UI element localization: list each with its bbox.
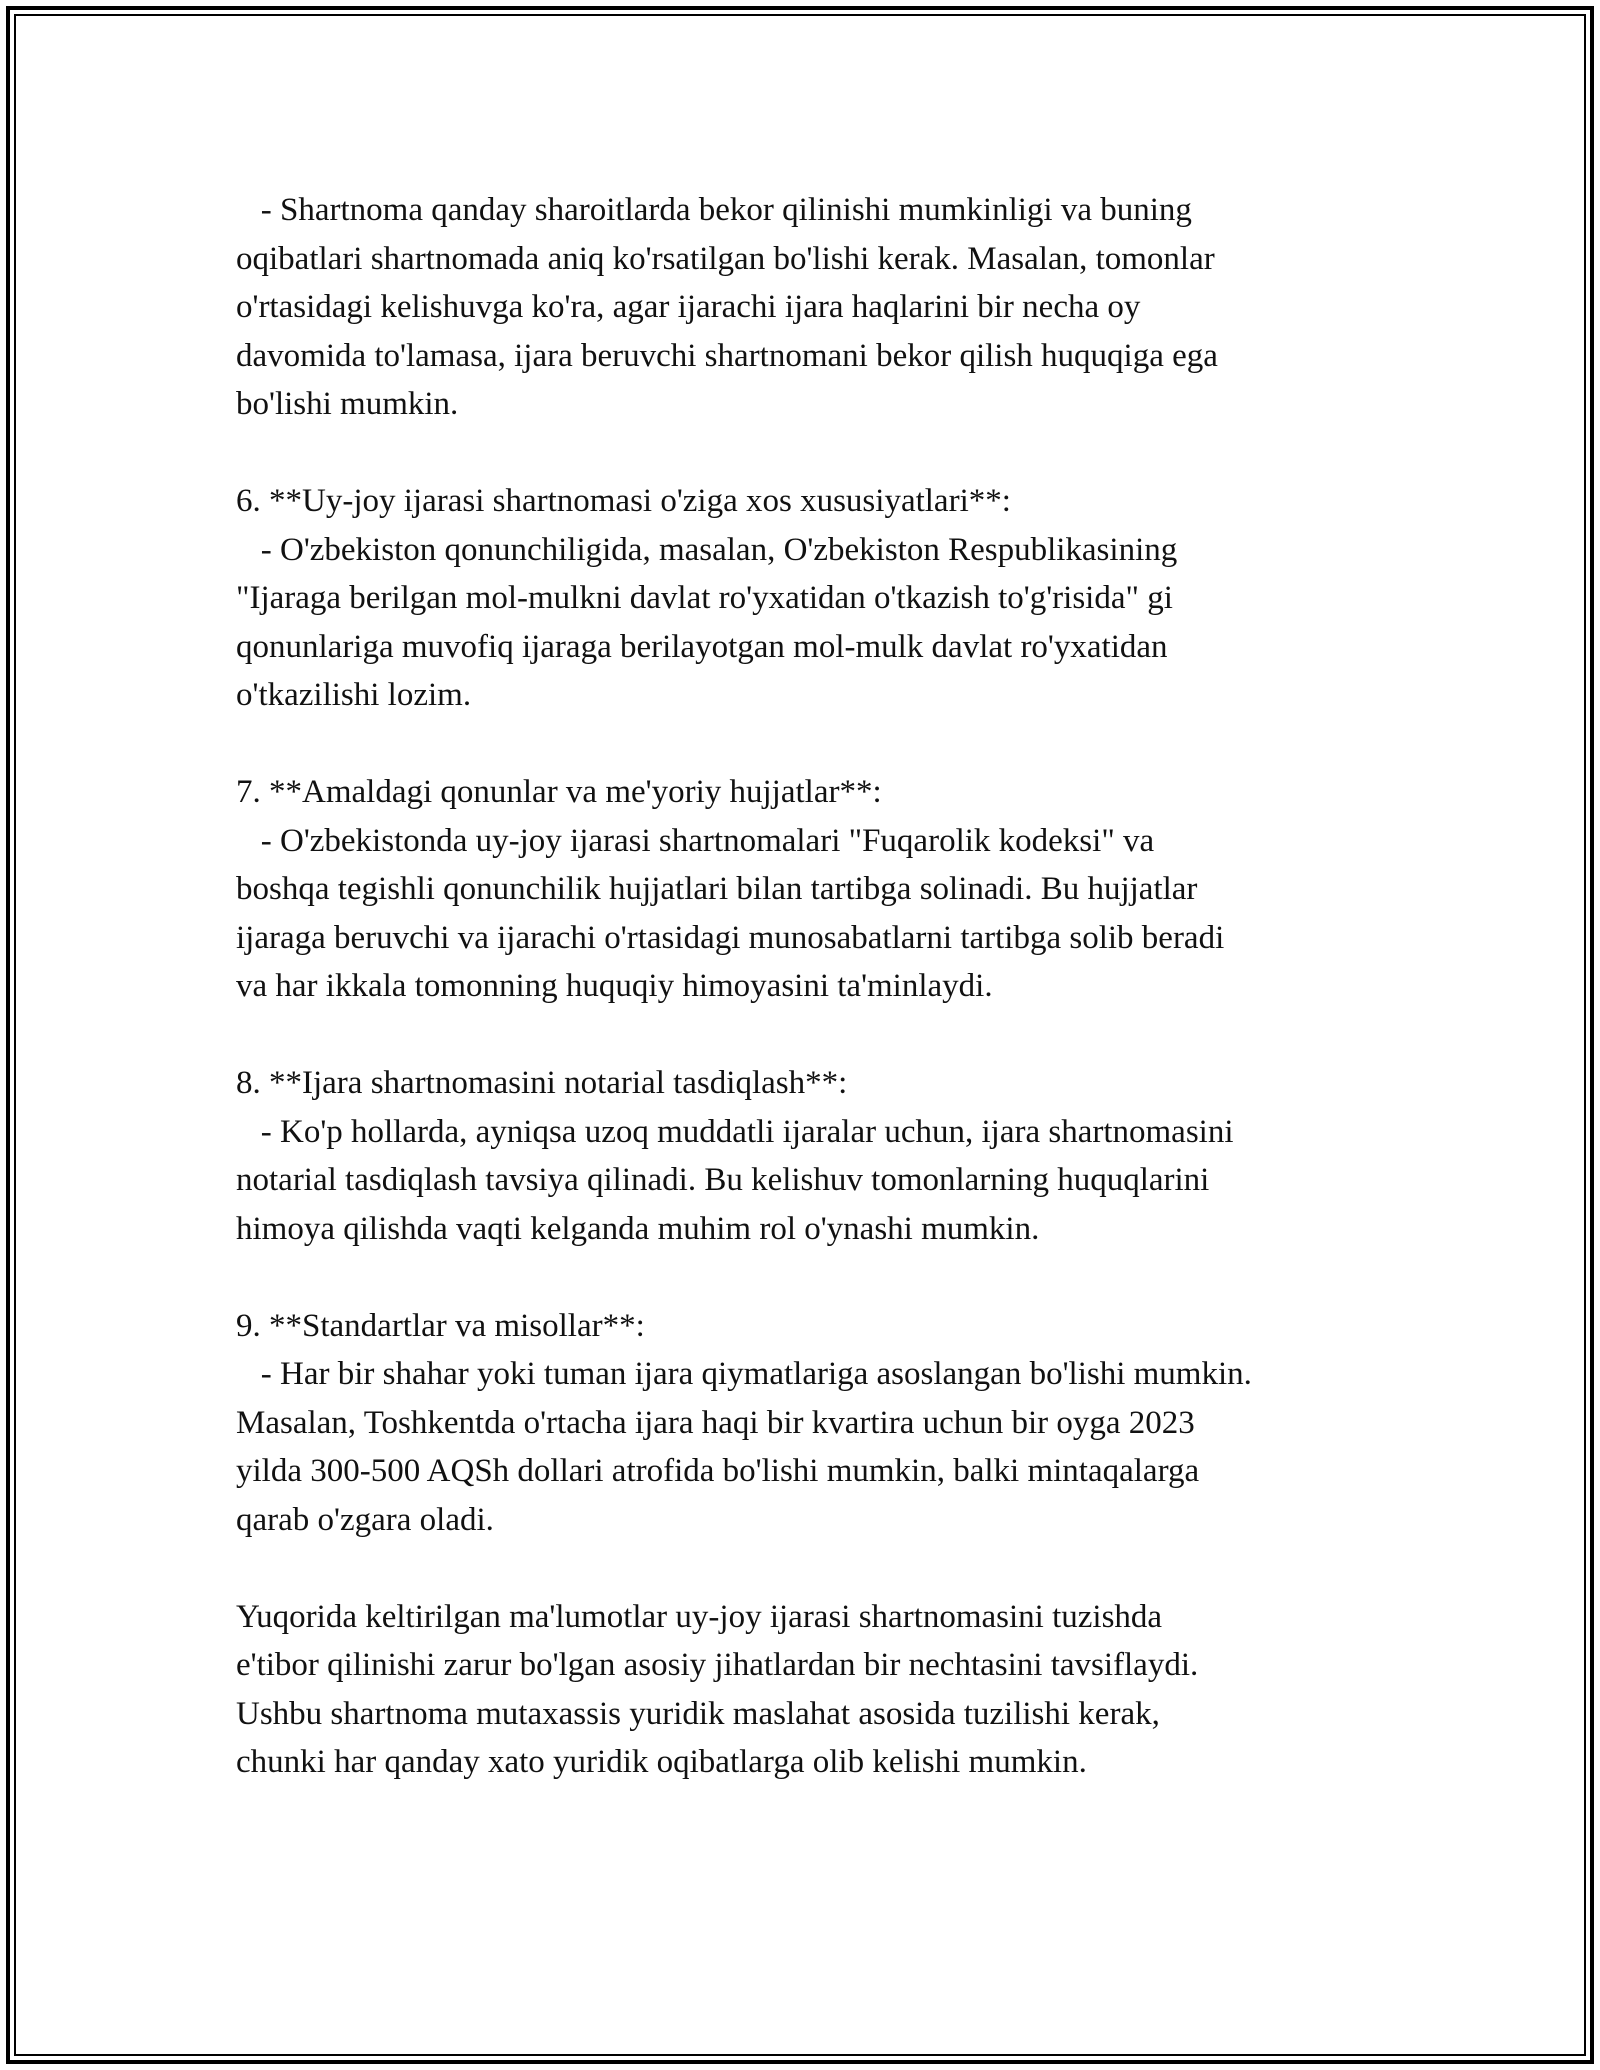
text-line: va har ikkala tomonning huquqiy himoyasini ta'minlaydi. (236, 968, 993, 1004)
text-line: Yuqorida keltirilgan ma'lumotlar uy-joy ijarasi shartnomasini tuzishda (236, 1598, 1163, 1635)
text-line: Ushbu shartnoma mutaxassis yuridik maslahat asosida tuzilishi kerak, (236, 1695, 1160, 1732)
document-body (236, 186, 1396, 1835)
section-8 (236, 1059, 1396, 1253)
text-line: - Har bir shahar yoki tuman ijara qiymatlariga asoslangan bo'lishi mumkin. (236, 1356, 1252, 1392)
text-line: yilda 300-500 AQSh dollari atrofida bo'lishi mumkin, balki mintaqalarga (236, 1453, 1200, 1489)
section-6 (236, 477, 1396, 720)
conclusion-paragraph (236, 1593, 1396, 1787)
section-heading: 9. **Standartlar va misollar**: (236, 1307, 645, 1344)
text-line: qonunlariga muvofiq ijaraga berilayotgan mol-mulk davlat ro'yxatidan (236, 628, 1168, 665)
text-line: qarab o'zgara oladi. (236, 1501, 494, 1538)
text-line: - Ko'p hollarda, ayniqsa uzoq muddatli ijaralar uchun, ijara shartnomasini (236, 1113, 1234, 1150)
text-line: chunki har qanday xato yuridik oqibatlarga olib kelishi mumkin. (236, 1744, 1087, 1780)
text-line: o'tkazilishi lozim. (236, 677, 472, 713)
text-line: o'rtasidagi kelishuvga ko'ra, agar ijarachi ijara haqlarini bir necha oy (236, 289, 1141, 325)
text-line: davomida to'lamasa, ijara beruvchi shartnomani bekor qilish huquqiga ega (236, 337, 1218, 374)
text-line: oqibatlari shartnomada aniq ko'rsatilgan bo'lishi kerak. Masalan, tomonlar (236, 240, 1215, 277)
text-line: bo'lishi mumkin. (236, 386, 459, 422)
text-line: - O'zbekiston qonunchiligida, masalan, O'zbekiston Respublikasining (236, 531, 1178, 568)
section-heading: 8. **Ijara shartnomasini notarial tasdiqlash**: (236, 1065, 848, 1101)
section-9 (236, 1302, 1396, 1545)
text-line: notarial tasdiqlash tavsiya qilinadi. Bu kelishuv tomonlarning huquqlarini (236, 1162, 1210, 1198)
section-heading: 6. **Uy-joy ijarasi shartnomasi o'ziga xos xususiyatlari**: (236, 483, 1011, 519)
text-line: boshqa tegishli qonunchilik hujjatlari bilan tartibga solinadi. Bu hujjatlar (236, 871, 1198, 907)
section-7 (236, 768, 1396, 1011)
text-line: Masalan, Toshkentda o'rtacha ijara haqi bir kvartira uchun bir oyga 2023 (236, 1404, 1195, 1441)
paragraph-termination-conditions (236, 186, 1396, 429)
text-line: e'tibor qilinishi zarur bo'lgan asosiy jihatlardan bir nechtasini tavsiflaydi. (236, 1647, 1199, 1683)
text-line: - O'zbekistonda uy-joy ijarasi shartnomalari "Fuqarolik kodeksi" va (236, 822, 1155, 859)
text-line: "Ijaraga berilgan mol-mulkni davlat ro'yxatidan o'tkazish to'g'risida" gi (236, 580, 1173, 616)
section-heading: 7. **Amaldagi qonunlar va me'yoriy hujjatlar**: (236, 774, 882, 810)
text-line: ijaraga beruvchi va ijarachi o'rtasidagi munosabatlarni tartibga solib beradi (236, 919, 1225, 956)
text-line: himoya qilishda vaqti kelganda muhim rol o'ynashi mumkin. (236, 1210, 1040, 1247)
text-line: - Shartnoma qanday sharoitlarda bekor qilinishi mumkinligi va buning (236, 192, 1192, 228)
